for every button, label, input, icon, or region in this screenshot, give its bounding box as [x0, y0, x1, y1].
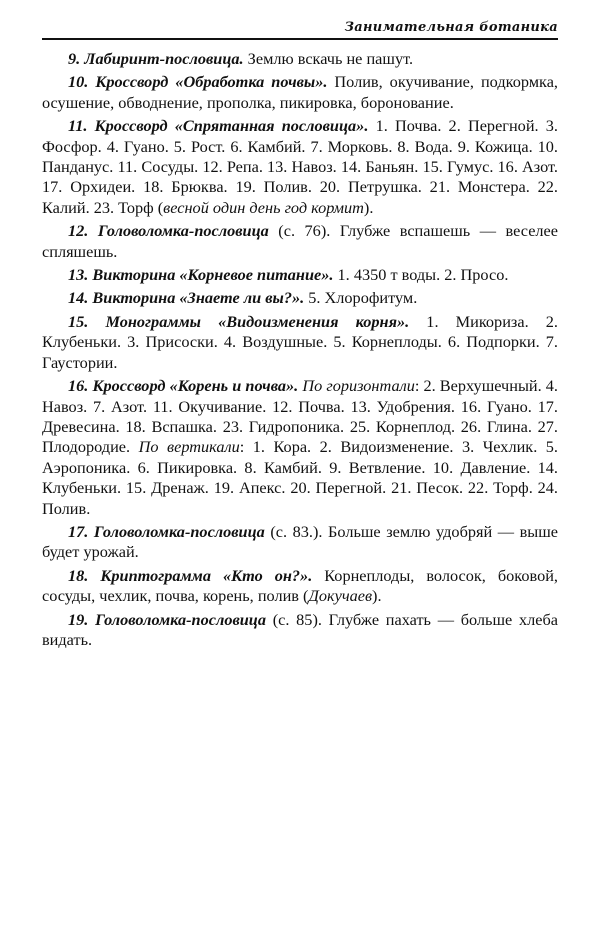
entry-title: 12. Головоломка-пословица — [68, 221, 269, 241]
entry-text: Корнеплоды, волосок, боковой, сосуды, чехлик, почва, корень, полив ( — [42, 565, 558, 606]
answer-entry-9 — [42, 49, 558, 69]
answer-entry-18 — [42, 566, 558, 607]
entry-text: 1. Почва. 2. Перегной. 3. Фосфор. 4. Гуано. 5. Рост. 6. Камбий. 7. Морковь. 8. Вода. 9. Кожица. 10. Панданус. 11. Сосуды. 12. Репа. 13. Навоз. 14. Баньян. 15. Гумус. 16. Азот. 17. Орхидеи. 18. Брюква. 19. Полив. 20. Петрушка. 21. Монстера. 22. Калий. 23. Торф ( — [42, 116, 558, 217]
entry-text: (с. 85). Глубже пахать — больше хлеба видать. — [42, 609, 558, 649]
entry-text: (с. 83.). Больше землю удобряй — выше будет урожай. — [42, 521, 558, 562]
entry-text: : 2. Верхушечный. 4. Навоз. 7. Азот. 11. Окучивание. 12. Почва. 13. Удобрения. 16. Гуано. 17. Древесина. 18. Вспашка. 23. Гидропоника. 25. Корнеплод. 26. Глина. 27. Плодородие. — [42, 376, 558, 457]
entry-italic-name: Докучаев — [308, 586, 373, 606]
entry-title: 11. Кроссворд «Спрятанная пословица». — [68, 116, 369, 136]
entry-text: : 1. Кора. 2. Видоизменение. 3. Чехлик. 5. Аэропоника. 6. Пикировка. 8. Камбий. 9. Ветвление. 10. Давление. 14. Клубеньки. 15. Дренаж. 19. Апекс. 20. Перегной. 21. Песок. 22. Торф. 24. Полив. — [42, 437, 558, 518]
entry-title: 18. Криптограмма «Кто он?». — [68, 565, 313, 585]
entry-title: 14. Викторина «Знаете ли вы?». — [68, 288, 305, 308]
entry-title: 19. Головоломка-пословица — [68, 609, 266, 629]
entry-italic-proverb: весной один день год кормит — [163, 197, 364, 217]
answer-entry-11 — [42, 116, 558, 218]
answer-entry-10 — [42, 72, 558, 113]
entry-title: 13. Викторина «Корневое питание». — [68, 265, 334, 285]
entry-text: Землю вскачь не пашут. — [243, 49, 414, 68]
entry-text: ). — [372, 586, 382, 606]
answer-entry-13 — [42, 265, 558, 285]
answer-entry-15 — [42, 312, 558, 373]
entry-title: 15. Монограммы «Видоизменения корня». — [68, 311, 410, 331]
entry-text: 1. 4350 т воды. 2. Просо. — [333, 265, 509, 285]
entry-text: ). — [363, 197, 374, 217]
entry-text: Полив, окучивание, подкормка, осушение, обводнение, прополка, пикировка, боронование. — [42, 72, 559, 112]
entry-text: 5. Хлорофитум. — [304, 288, 418, 308]
entry-title: 10. Кроссворд «Обработка почвы». — [68, 72, 328, 92]
answer-entry-19 — [42, 610, 558, 651]
entry-italic-across: По горизонтали — [302, 376, 415, 396]
answer-entry-17 — [42, 522, 558, 563]
entry-text: (с. 76). Глубже вспашешь — веселее спляшешь. — [42, 221, 558, 261]
entry-title: 9. Лабиринт-пословица. — [68, 49, 244, 68]
answer-entry-14 — [42, 288, 558, 308]
page — [42, 20, 558, 653]
answer-entry-16 — [42, 376, 558, 519]
entry-title: 16. Кроссворд «Корень и почва». — [68, 376, 299, 396]
entry-italic-down: По вертикали — [138, 437, 240, 457]
answer-entry-12 — [42, 221, 558, 262]
entry-title: 17. Головоломка-пословица — [68, 521, 265, 541]
entry-text: 1. Микориза. 2. Клубеньки. 3. Присоски. 4. Воздушные. 5. Корнеплоды. 6. Подпорки. 7. Гаустории. — [42, 311, 558, 372]
running-header: Занимательная ботаника — [42, 20, 558, 40]
